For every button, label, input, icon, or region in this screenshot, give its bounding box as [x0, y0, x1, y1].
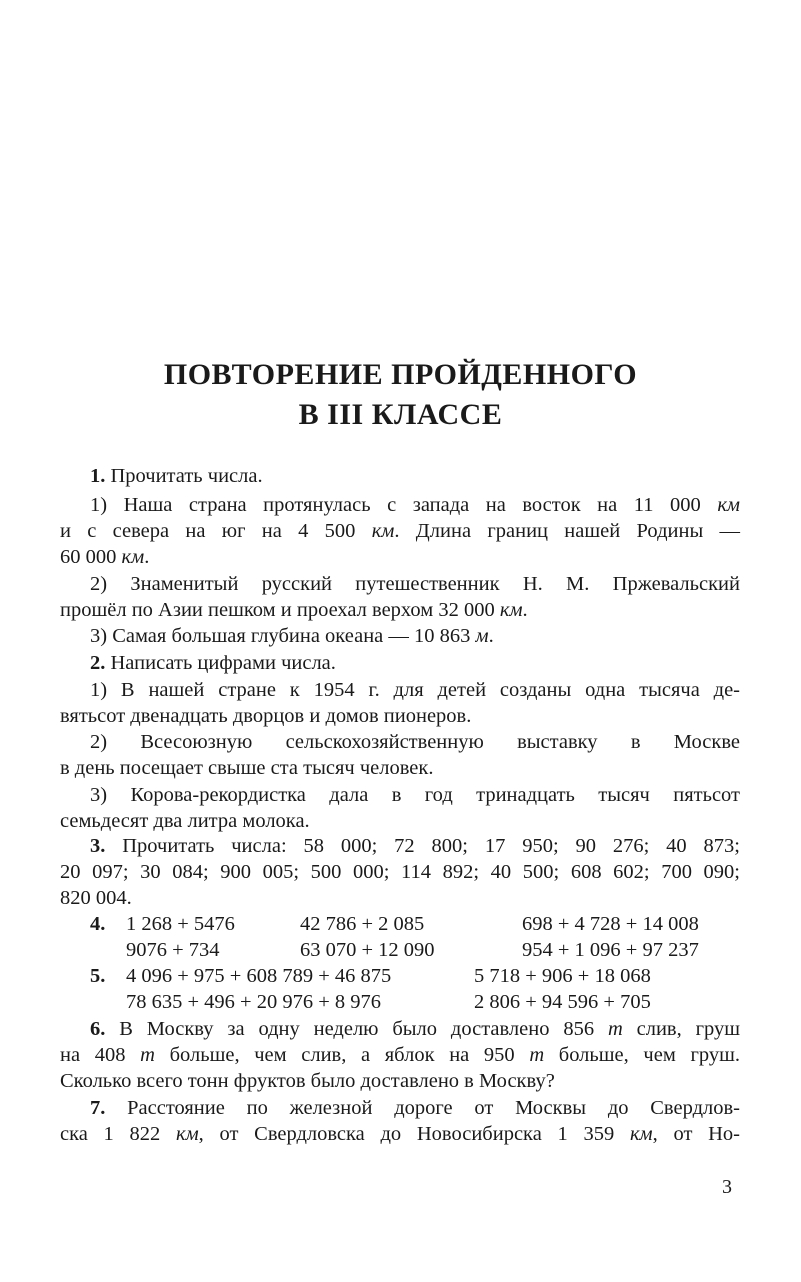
- exercise-6-line-2: на 408 т больше, чем слив, а яблок на 950 т больше, чем груш.: [60, 1044, 740, 1066]
- exercise-7-number: 7.: [90, 1097, 106, 1119]
- exercise-3-number: 3.: [90, 835, 106, 857]
- chapter-title-line-2: В III КЛАССЕ: [298, 398, 503, 431]
- exercise-1-item-2-line-1: 2) Знаменитый русский путешественник Н. М. Пржевальский: [90, 573, 740, 595]
- exercise-5-expr: 78 635 + 496 + 20 976 + 8 976: [126, 991, 382, 1013]
- exercise-2-number: 2.: [90, 652, 106, 674]
- exercise-4-number: 4.: [90, 913, 106, 935]
- exercise-1-item-1-line-2: и с севера на юг на 4 500 км. Длина границ нашей Родины —: [60, 520, 741, 542]
- exercise-3-line-3: 820 004.: [60, 887, 132, 909]
- chapter-title-line-1: ПОВТОРЕНИЕ ПРОЙДЕННОГО: [163, 358, 638, 391]
- exercise-1-item-1-line-1: 1) Наша страна протянулась с запада на восток на 11 000 км: [90, 494, 740, 516]
- exercise-1-item-2-line-2: прошёл по Азии пешком и проехал верхом 32 000 км.: [60, 599, 528, 621]
- exercise-4-expr: 42 786 + 2 085: [300, 913, 425, 935]
- exercise-1-item-3: 3) Самая большая глубина океана — 10 863 м.: [90, 625, 494, 647]
- exercise-1-item-1-line-3: 60 000 км.: [60, 546, 150, 568]
- exercise-3-line-2: 20 097; 30 084; 900 005; 500 000; 114 892; 40 500; 608 602; 700 090;: [60, 861, 740, 883]
- exercise-2-item-1-line-2: вятьсот двенадцать дворцов и домов пионеров.: [60, 705, 472, 727]
- exercise-4-expr: 954 + 1 096 + 97 237: [522, 939, 699, 961]
- exercise-2-heading: 2. Написать цифрами числа.: [90, 652, 336, 674]
- exercise-4-expr: 1 268 + 5476: [126, 913, 235, 935]
- exercise-7-line-2: ска 1 822 км, от Свердловска до Новосибирска 1 359 км, от Но-: [60, 1123, 740, 1145]
- exercise-1-number: 1.: [90, 465, 106, 487]
- exercise-4-expr: 698 + 4 728 + 14 008: [522, 913, 699, 935]
- exercise-5-expr: 2 806 + 94 596 + 705: [474, 991, 651, 1013]
- exercise-6-number: 6.: [90, 1018, 106, 1040]
- exercise-1-heading: 1. Прочитать числа.: [90, 465, 263, 487]
- exercise-5-number: 5.: [90, 965, 106, 987]
- exercise-4-expr: 63 070 + 12 090: [300, 939, 435, 961]
- exercise-5-expr: 4 096 + 975 + 608 789 + 46 875: [126, 965, 392, 987]
- exercise-7-line-1: 7. Расстояние по железной дороге от Москвы до Свердлов-: [90, 1097, 740, 1119]
- exercise-6-line-3: Сколько всего тонн фруктов было доставлено в Москву?: [60, 1070, 555, 1092]
- exercise-3-line-1: 3. Прочитать числа: 58 000; 72 800; 17 950; 90 276; 40 873;: [90, 835, 740, 857]
- exercise-6-line-1: 6. В Москву за одну неделю было доставлено 856 т слив, груш: [90, 1018, 740, 1040]
- exercise-2-item-2-line-1: 2) Всесоюзную сельскохозяйственную выставку в Москве: [90, 731, 740, 753]
- exercise-4-expr: 9076 + 734: [126, 939, 220, 961]
- exercise-2-item-2-line-2: в день посещает свыше ста тысяч человек.: [60, 757, 434, 779]
- page-number: 3: [722, 1176, 732, 1198]
- exercise-2-item-3-line-2: семьдесят два литра молока.: [60, 810, 310, 832]
- exercise-2-item-3-line-1: 3) Корова-рекордистка дала в год тринадцать тысяч пятьсот: [90, 784, 740, 806]
- exercise-5-expr: 5 718 + 906 + 18 068: [474, 965, 651, 987]
- exercise-2-item-1-line-1: 1) В нашей стране к 1954 г. для детей созданы одна тысяча де-: [90, 679, 740, 701]
